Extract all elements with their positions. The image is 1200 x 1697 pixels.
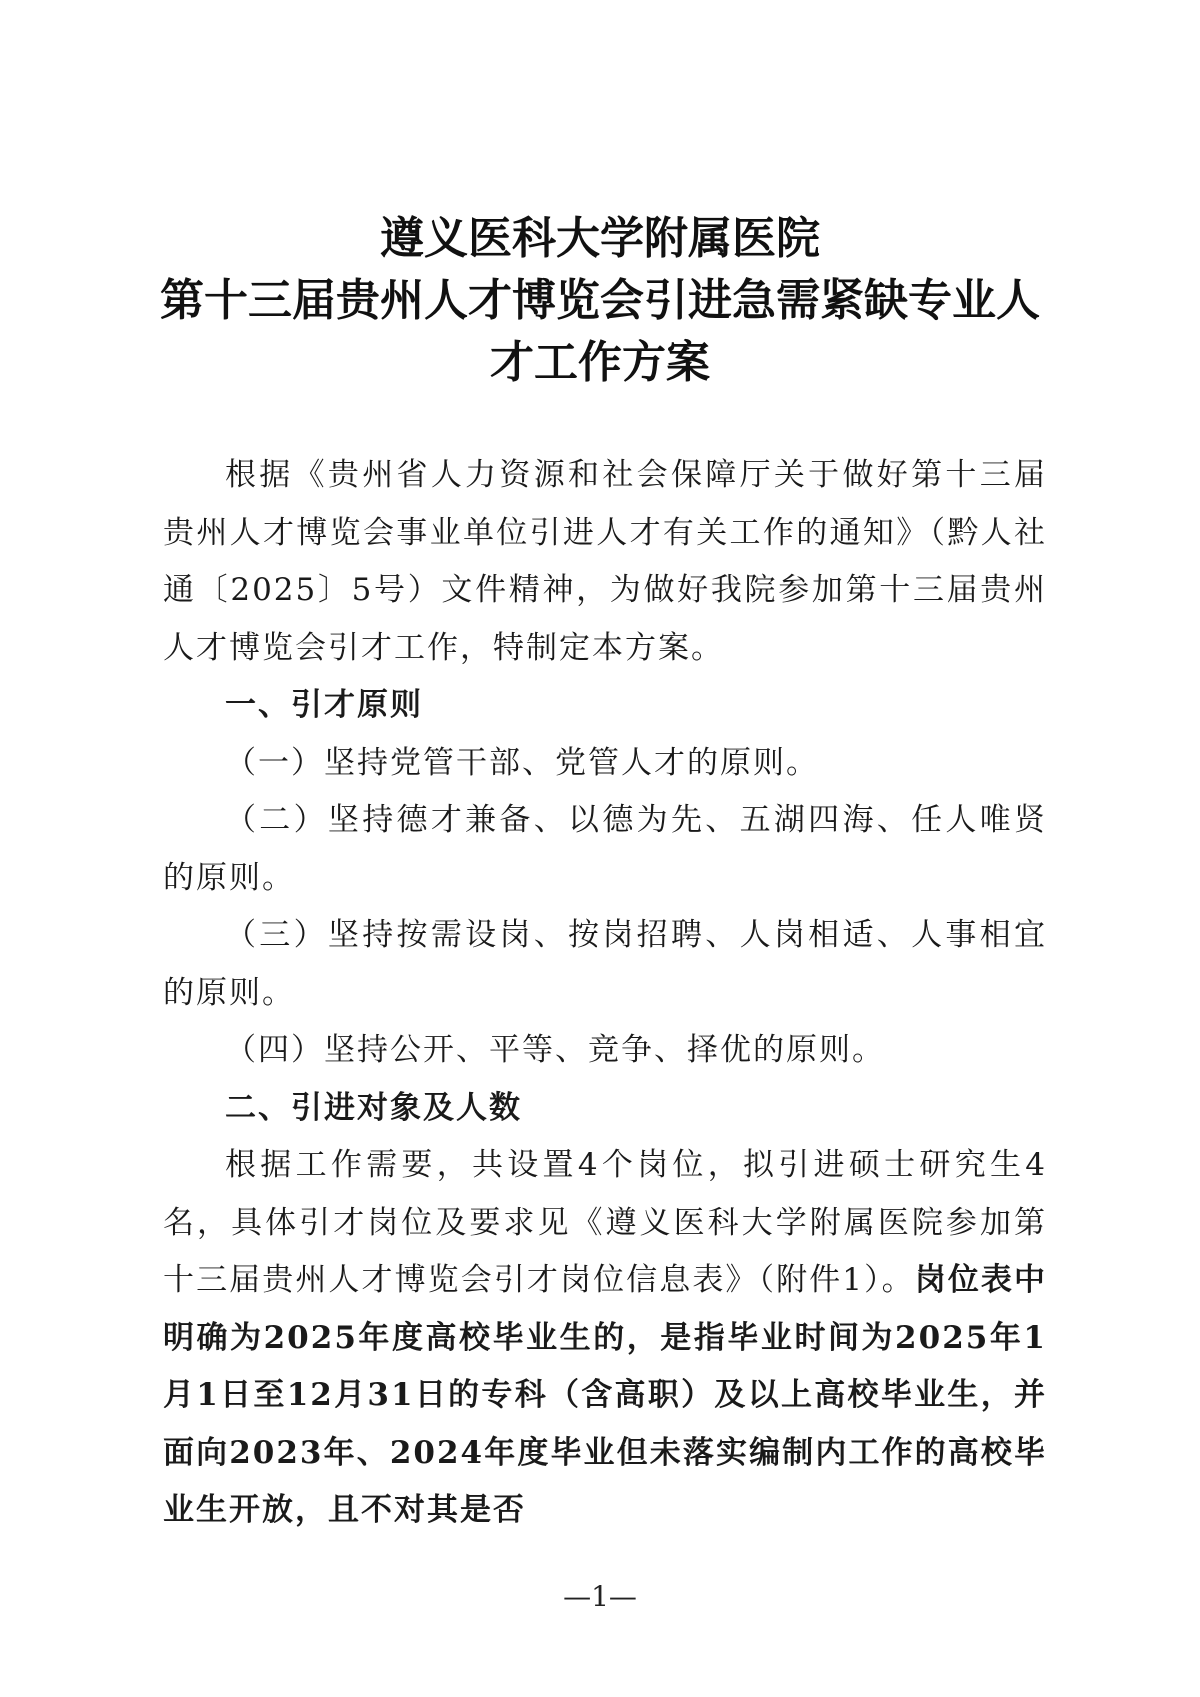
title-line-1: 遵义医科大学附属医院: [380, 213, 820, 264]
section-heading-targets: 二、引进对象及人数: [225, 1089, 522, 1126]
title-line-2: 第十三届贵州人才博览会引进急需紧缺专业人: [160, 275, 1040, 326]
targets-bold-text: 岗位表中明确为2025年度高校毕业生的，是指毕业时间为2025年1月1日至12月31日的专科（含高职）及以上高校毕业生，并面向2023年、2024年度毕业但未落实编制内工作的高校毕业生开放，且不对其是否: [163, 1262, 1048, 1528]
document-title: [140, 208, 1060, 394]
principle-item-4: （四）坚持公开、平等、竞争、择优的原则。: [225, 1032, 885, 1068]
page-number: —1—: [563, 1580, 637, 1613]
targets-regular-text: 根据工作需要，共设置4个岗位，拟引进硕士研究生4名，具体引才岗位及要求见《遵义医科大学附属医院参加第十三届贵州人才博览会引才岗位信息表》（附件1）。: [163, 1147, 1047, 1298]
section-heading-principles: 一、引才原则: [225, 687, 423, 723]
principle-item-2: （二）坚持德才兼备、以德为先、五湖四海、任人唯贤的原则。: [163, 802, 1047, 896]
principle-item-3: （三）坚持按需设岗、按岗招聘、人岗相适、人事相宜的原则。: [163, 917, 1047, 1011]
title-line-3: 才工作方案: [490, 337, 710, 388]
principle-item-1: （一）坚持党管干部、党管人才的原则。: [225, 744, 819, 781]
targets-paragraph: [163, 1137, 1047, 1540]
document-body: [163, 447, 1047, 1540]
intro-paragraph: 根据《贵州省人力资源和社会保障厅关于做好第十三届贵州人才博览会事业单位引进人才有关工作的通知》（黔人社通〔2025〕5号）文件精神，为做好我院参加第十三届贵州人才博览会引才工作，特制定本方案。: [163, 457, 1047, 666]
